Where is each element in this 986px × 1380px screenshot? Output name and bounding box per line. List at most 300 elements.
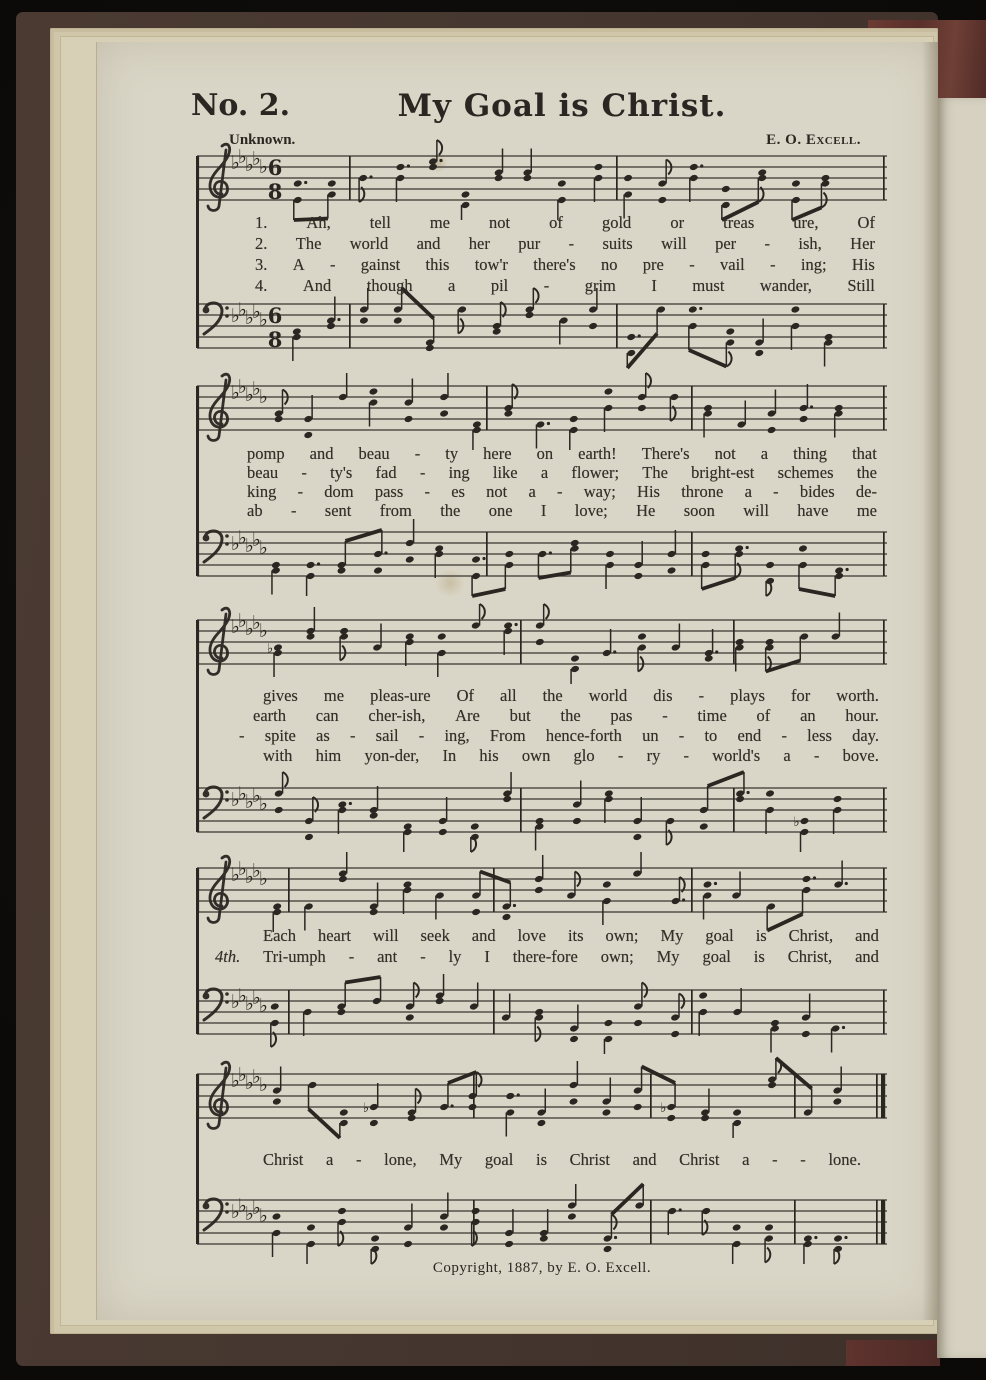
lyric-word: for (791, 686, 811, 705)
bass-clef-icon (203, 787, 229, 818)
svg-text:8: 8 (267, 179, 283, 204)
lyric-word: My (660, 926, 684, 945)
lyric-word: with (263, 746, 293, 765)
lyric-word: the (856, 463, 877, 482)
lyric-word: es (451, 482, 465, 501)
lyric-word: on (536, 444, 554, 463)
svg-text:♭: ♭ (259, 995, 268, 1017)
lyric-word: His (851, 255, 875, 274)
lyric-word: ing, (444, 726, 470, 745)
treble-staff (197, 1056, 887, 1140)
lyrics-line (255, 234, 875, 255)
treble-staff (197, 368, 887, 452)
lyrics-line (239, 746, 879, 766)
lyric-word: A (292, 255, 305, 274)
svg-text:♭: ♭ (231, 382, 240, 404)
svg-text:6: 6 (267, 303, 283, 328)
lyric-word: way; (583, 482, 616, 501)
lyric-word: ing; (800, 255, 827, 274)
lyric-word: - (419, 463, 426, 482)
svg-text:♭: ♭ (259, 1205, 268, 1227)
lyric-word: vail (720, 255, 745, 274)
bass-staff (197, 514, 887, 598)
lyric-word: There's (641, 444, 690, 463)
lyric-word: will (743, 501, 769, 520)
key-signature (231, 1064, 268, 1096)
svg-text:♭: ♭ (238, 376, 247, 398)
lyric-word: ing (448, 463, 470, 482)
lyric-word: thing (793, 444, 828, 463)
lyric-word: me (856, 501, 877, 520)
lyric-word: end (737, 726, 762, 745)
lyric-word: yon-der, (364, 746, 420, 765)
lyric-word: And (302, 276, 332, 295)
lyric-word: spite (264, 726, 296, 745)
lyrics-line (263, 1150, 861, 1172)
svg-text:♭: ♭ (252, 860, 261, 882)
lyric-word: will (372, 926, 399, 945)
lyric-word: de- (855, 482, 877, 501)
lyrics-line (255, 276, 875, 297)
lyric-word: - (418, 726, 425, 745)
lyric-word: gold (601, 213, 632, 232)
lyric-word: sail (375, 726, 399, 745)
lyric-word: love; (574, 501, 608, 520)
lyric-word: the (542, 686, 563, 705)
svg-text:♭: ♭ (245, 384, 254, 406)
lyric-word: My (656, 947, 680, 966)
lyrics-line (255, 255, 875, 276)
lyric-word: treas (723, 213, 755, 232)
bass-staff (197, 286, 887, 370)
lyric-word: - (678, 726, 685, 745)
composer-credit: E. O. Excell. (766, 132, 861, 148)
lyric-word: pass (374, 482, 404, 501)
bass-staff (197, 770, 887, 854)
lyric-word: dom (324, 482, 354, 501)
lyrics-line (239, 726, 879, 746)
lyric-word: an (800, 706, 816, 725)
lyric-word: beau (247, 463, 279, 482)
lyric-word: ab (247, 501, 263, 520)
lyric-word: and (416, 234, 441, 253)
svg-text:♭: ♭ (231, 1070, 240, 1092)
lyric-word: Christ (569, 1150, 611, 1169)
lyric-word: flower; (571, 463, 620, 482)
lyric-word: - (557, 482, 563, 501)
lyric-word: Christ, (787, 947, 833, 966)
lyric-word: - (568, 234, 575, 253)
lyric-word: of (756, 706, 771, 725)
lyric-word: soon (683, 501, 715, 520)
lyric-word: ure, (793, 213, 819, 232)
svg-text:♭: ♭ (259, 156, 268, 178)
lyric-word: not (714, 444, 736, 463)
svg-text:♭: ♭ (245, 1203, 254, 1225)
lyric-word: sent (324, 501, 352, 520)
lyric-word: world (349, 234, 389, 253)
lyric-word: He (636, 501, 656, 520)
svg-text:♭: ♭ (238, 985, 247, 1007)
lyric-word: dis (653, 686, 673, 705)
lyric-word: Ah, (306, 213, 331, 232)
lyric-word: per (715, 234, 737, 253)
lyric-word: goal (484, 1150, 514, 1169)
lyric-word: is (755, 926, 767, 945)
lyric-word: beau (358, 444, 390, 463)
lyric-word: me (429, 213, 451, 232)
svg-text:♭: ♭ (238, 1064, 247, 1086)
lyric-word: pomp (247, 444, 285, 463)
lyric-word: - (349, 726, 356, 745)
key-signature (231, 858, 268, 890)
lyric-word: ish, (798, 234, 822, 253)
lyric-word: grim (584, 276, 616, 295)
lyric-word: a (540, 463, 549, 482)
lyrics-block (255, 213, 875, 297)
cover-red-edge-bottom (846, 1340, 940, 1366)
lyric-word: king (247, 482, 277, 501)
lyric-word: his (479, 746, 499, 765)
lyric-word: there-fore (512, 947, 578, 966)
copyright-line: Copyright, 1887, by E. O. Excell. (432, 1260, 652, 1276)
lyric-word: not (486, 482, 508, 501)
svg-text:♭: ♭ (238, 858, 247, 880)
svg-text:♭: ♭ (245, 618, 254, 640)
lyric-word: a (448, 276, 456, 295)
lyric-word: My (439, 1150, 463, 1169)
lyrics-line (247, 444, 877, 463)
lyric-word: a (326, 1150, 334, 1169)
svg-text:♭: ♭ (252, 1066, 261, 1088)
lyric-word: him (315, 746, 342, 765)
lyric-word: from (379, 501, 412, 520)
lyric-word: heart (317, 926, 351, 945)
lyric-word: - (297, 482, 304, 501)
lyric-word: world (588, 686, 628, 705)
time-signature (268, 155, 283, 204)
lyric-word: 3. (255, 255, 268, 274)
lyric-word: will (661, 234, 687, 253)
lyric-word: ant (377, 947, 398, 966)
svg-text:♭: ♭ (231, 152, 240, 174)
lyric-word: worth. (836, 686, 879, 705)
lyrics-line (247, 501, 877, 520)
lyric-word: own; (600, 947, 634, 966)
lyrics-line (247, 463, 877, 482)
svg-text:♭: ♭ (259, 309, 268, 331)
svg-text:♭: ♭ (231, 991, 240, 1013)
lyric-word: goal (705, 926, 734, 945)
svg-text:♭: ♭ (252, 1197, 261, 1219)
lyric-word: Her (850, 234, 875, 253)
lyric-word: glo (573, 746, 595, 765)
svg-text:♭: ♭ (238, 783, 247, 805)
svg-text:♭: ♭ (252, 987, 261, 1009)
lyric-word: gives (263, 686, 298, 705)
lyric-word: Of (857, 213, 875, 232)
svg-text:♭: ♭ (238, 610, 247, 632)
lyric-word: goal (702, 947, 731, 966)
lyric-word: that (852, 444, 877, 463)
svg-text:♭: ♭ (231, 864, 240, 886)
lyric-word: love (517, 926, 546, 945)
lyric-word: Christ (263, 1150, 304, 1169)
svg-text:♭: ♭ (245, 535, 254, 557)
lyric-word: Still (847, 276, 875, 295)
lyric-word: Christ (679, 1150, 720, 1169)
key-signature (231, 146, 268, 178)
lyric-word: - (329, 255, 336, 274)
lyric-word: - (662, 706, 668, 725)
lyric-word: - (781, 726, 787, 745)
lyric-word: gainst (360, 255, 401, 274)
lyric-word: Are (455, 706, 480, 725)
lyric-word: cher-ish, (368, 706, 426, 725)
svg-text:♭: ♭ (245, 866, 254, 888)
lyric-word: un (642, 726, 659, 745)
svg-text:♭: ♭ (238, 527, 247, 549)
lyric-word: Of (456, 686, 474, 705)
lyric-word: a (742, 1150, 750, 1169)
lyric-word: Tri-umph (263, 947, 326, 966)
svg-text:♭: ♭ (259, 386, 268, 408)
lyric-word: - (773, 482, 779, 501)
lyric-word: and (632, 1150, 657, 1169)
lyric-word: a (760, 444, 769, 463)
bass-staff (197, 1182, 887, 1266)
lyric-word: own (521, 746, 551, 765)
lyric-word: pil (490, 276, 509, 295)
lyric-word: 4. (255, 276, 268, 295)
lyric-word: earth! (578, 444, 617, 463)
lyric-word: the (440, 501, 461, 520)
lyric-word: His (637, 482, 660, 501)
lyrics-line (239, 686, 879, 706)
lyric-word: bides (799, 482, 835, 501)
key-signature (231, 376, 268, 408)
hymn-number: No. 2. (191, 88, 291, 123)
bass-clef-icon (203, 1199, 229, 1230)
lyric-word: - (689, 255, 695, 274)
next-page-edge (937, 98, 986, 1358)
lyric-word: this (425, 255, 450, 274)
lyric-word: one (488, 501, 513, 520)
lyric-word: - (813, 746, 820, 765)
lyric-word: is (536, 1150, 548, 1169)
lyric-word: day. (852, 726, 879, 745)
lyric-word: - (420, 947, 426, 966)
lyric-word: Each (263, 926, 296, 945)
lyric-word: The (642, 463, 668, 482)
lyric-word: and (855, 926, 879, 945)
lyrics-block (263, 1150, 861, 1172)
sheet-music-page (96, 42, 938, 1320)
lyric-word: have (797, 501, 829, 520)
treble-staff (197, 138, 887, 222)
lyric-word: plays (730, 686, 765, 705)
lyrics-block (239, 686, 879, 766)
time-signature (268, 303, 283, 352)
lyric-word: like (492, 463, 518, 482)
lyric-word: - (290, 501, 297, 520)
lyric-word: me (323, 686, 345, 705)
lyric-word: I (651, 276, 657, 295)
svg-text:♭: ♭ (252, 301, 261, 323)
lyric-word: and (309, 444, 334, 463)
lyric-word: hour. (845, 706, 879, 725)
lyric-word: the (560, 706, 581, 725)
svg-text:♭: ♭ (238, 299, 247, 321)
svg-text:♭: ♭ (259, 1074, 268, 1096)
svg-text:♭: ♭ (231, 1201, 240, 1223)
lyric-word: suits (602, 234, 633, 253)
svg-text:♭: ♭ (259, 620, 268, 642)
lyric-word: to (704, 726, 718, 745)
lyric-word: - (800, 1150, 806, 1169)
lyrics-block (215, 926, 879, 968)
lyric-word: schemes (777, 463, 834, 482)
lyric-word: The (295, 234, 322, 253)
lyric-word: or (670, 213, 685, 232)
author-credit: Unknown. (229, 132, 296, 148)
lyric-word: 4th. (215, 947, 241, 966)
svg-text:♭: ♭ (793, 815, 800, 830)
lyric-word: of (549, 213, 563, 232)
lyric-word: Christ, (788, 926, 834, 945)
lyric-word: lone, (384, 1150, 417, 1169)
lyric-word: I (540, 501, 547, 520)
lyric-word: a (783, 746, 791, 765)
lyric-word: pur (518, 234, 541, 253)
svg-text:♭: ♭ (660, 1101, 667, 1116)
lyric-word: 2. (255, 234, 268, 253)
svg-text:♭: ♭ (266, 641, 274, 657)
bass-clef-icon (203, 303, 229, 334)
lyric-word: hence-forth (545, 726, 622, 745)
lyric-word: earth (253, 706, 286, 725)
svg-text:♭: ♭ (252, 148, 261, 170)
lyric-word: own; (605, 926, 639, 945)
svg-text:♭: ♭ (238, 146, 247, 168)
lyrics-line (215, 947, 879, 968)
lyric-word: and (855, 947, 879, 966)
lyric-word: there's (533, 255, 576, 274)
key-signature (231, 610, 268, 642)
bass-clef-icon (203, 531, 229, 562)
lyric-word: - (617, 746, 624, 765)
lyrics-block (247, 444, 877, 520)
svg-text:♭: ♭ (259, 537, 268, 559)
lyric-word: less (807, 726, 832, 745)
treble-staff (197, 602, 887, 686)
lyric-word: and (471, 926, 496, 945)
lyric-word: tow'r (474, 255, 508, 274)
lyric-word: - (698, 686, 705, 705)
lyric-word: here (483, 444, 512, 463)
lyric-word: - (348, 947, 355, 966)
lyric-word: - (770, 255, 776, 274)
lyric-word: ry (646, 746, 661, 765)
lyric-word: - (543, 276, 550, 295)
svg-text:♭: ♭ (259, 868, 268, 890)
svg-text:♭: ♭ (252, 378, 261, 400)
lyric-word: pre (642, 255, 664, 274)
svg-text:♭: ♭ (231, 533, 240, 555)
lyric-word: lone. (828, 1150, 861, 1169)
bass-clef-icon (203, 989, 229, 1020)
svg-text:♭: ♭ (231, 305, 240, 327)
lyric-word: ty (445, 444, 459, 463)
svg-text:8: 8 (267, 327, 283, 352)
lyric-word: - (301, 463, 307, 482)
svg-text:♭: ♭ (362, 1101, 369, 1116)
lyric-word: - (239, 726, 245, 745)
lyric-word: must (692, 276, 725, 295)
lyric-word: bright-est (691, 463, 755, 482)
svg-text:♭: ♭ (238, 1195, 247, 1217)
lyric-word: all (500, 686, 517, 705)
svg-text:♭: ♭ (252, 612, 261, 634)
lyric-word: no (600, 255, 618, 274)
svg-text:♭: ♭ (252, 785, 261, 807)
lyric-word: but (509, 706, 531, 725)
hymn-title: My Goal is Christ. (397, 88, 727, 124)
lyrics-line (215, 926, 879, 947)
svg-text:♭: ♭ (231, 616, 240, 638)
svg-text:♭: ♭ (245, 993, 254, 1015)
lyric-word: seek (420, 926, 450, 945)
lyric-word: fad (375, 463, 397, 482)
lyric-word: From (489, 726, 526, 745)
lyric-word: her (468, 234, 490, 253)
svg-text:♭: ♭ (252, 529, 261, 551)
treble-staff (197, 850, 887, 934)
bass-staff (197, 972, 887, 1056)
lyric-word: pleas-ure (370, 686, 431, 705)
lyric-word: - (424, 482, 430, 501)
lyric-word: bove. (842, 746, 879, 765)
lyric-word: throne (681, 482, 724, 501)
svg-text:♭: ♭ (245, 791, 254, 813)
lyric-word: tell (369, 213, 391, 232)
lyric-word: world's (712, 746, 761, 765)
svg-text:♭: ♭ (245, 1072, 254, 1094)
lyric-word: a (744, 482, 752, 501)
lyrics-line (239, 706, 879, 726)
lyric-word: a (528, 482, 536, 501)
lyric-word: In (442, 746, 457, 765)
lyric-word: I (484, 947, 490, 966)
lyrics-line (255, 213, 875, 234)
svg-text:♭: ♭ (245, 307, 254, 329)
lyric-word: as (316, 726, 330, 745)
lyric-word: - (683, 746, 690, 765)
lyric-word: can (315, 706, 339, 725)
lyric-word: pas (610, 706, 633, 725)
svg-text:♭: ♭ (231, 789, 240, 811)
svg-text:♭: ♭ (245, 154, 254, 176)
lyric-word: - (414, 444, 421, 463)
lyric-word: - (764, 234, 771, 253)
lyric-word: is (753, 947, 765, 966)
svg-text:♭: ♭ (259, 793, 268, 815)
lyric-word: 1. (255, 213, 268, 232)
lyric-word: time (697, 706, 727, 725)
lyric-word: wander, (759, 276, 812, 295)
lyric-word: - (355, 1150, 362, 1169)
lyric-word: ty's (330, 463, 353, 482)
